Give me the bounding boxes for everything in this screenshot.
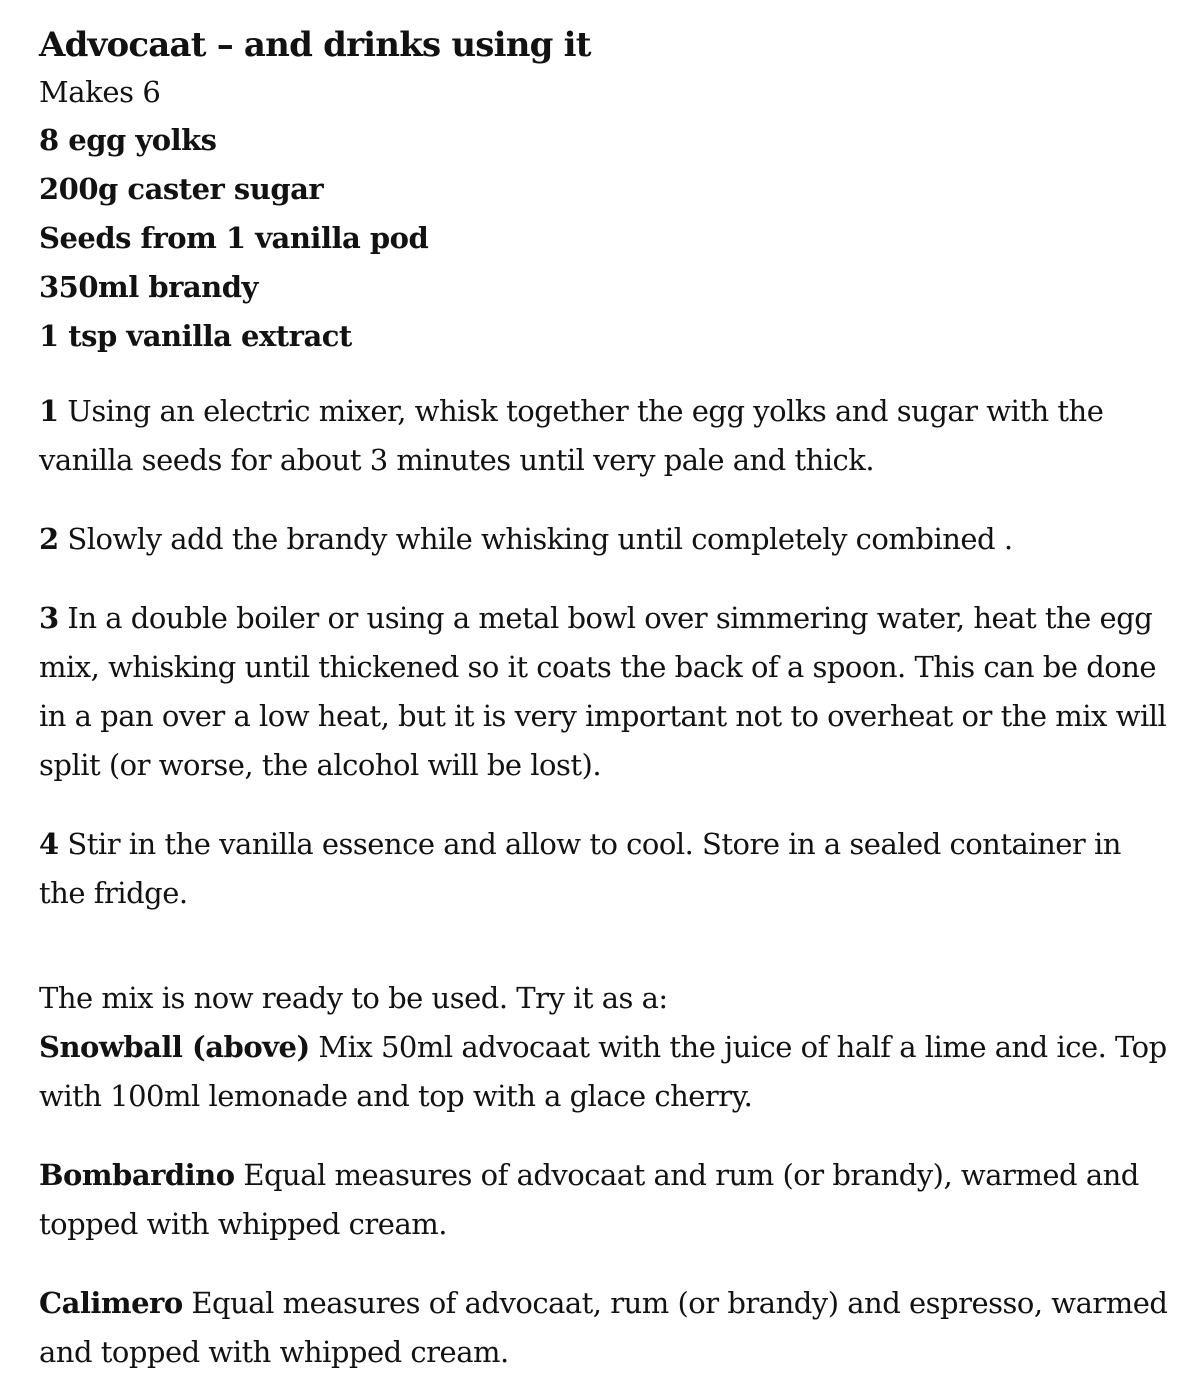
method-step [39,820,1168,918]
ingredient-list [39,116,1168,361]
ingredient-item: 350ml brandy [39,270,258,304]
ingredient-item: 8 egg yolks [39,123,217,157]
drink-item [39,1151,1168,1249]
method-steps [39,387,1168,918]
recipe-yield: Makes 6 [39,75,161,109]
step-text: Using an electric mixer, whisk together the egg yolks and sugar with the vanilla seeds for about 3 minutes until very pale and thick. [39,394,1104,477]
step-number: 1 [39,394,59,428]
drinks-intro: The mix is now ready to be used. Try it as a: [39,981,668,1015]
ingredient-item: 1 tsp vanilla extract [39,319,352,353]
drink-description: Equal measures of advocaat, rum (or brandy) and espresso, warmed and topped with whipped cream. [39,1286,1168,1369]
method-step [39,387,1168,485]
method-step [39,594,1168,790]
drink-name: Bombardino [39,1158,235,1192]
ingredient-item: Seeds from 1 vanilla pod [39,221,429,255]
step-text: Slowly add the brandy while whisking until completely combined . [67,522,1013,556]
drink-description: Equal measures of advocaat and rum (or brandy), warmed and topped with whipped cream. [39,1158,1139,1241]
drink-item [39,1279,1168,1377]
step-number: 4 [39,827,59,861]
drink-item [39,1023,1168,1121]
step-text: In a double boiler or using a metal bowl over simmering water, heat the egg mix, whisking until thickened so it coats the back of a spoon. This can be done in a pan over a low heat, but it is very important not to overheat or the mix will split (or worse, the alcohol will be lost). [39,601,1167,782]
drink-name: Snowball (above) [39,1030,310,1064]
step-text: Stir in the vanilla essence and allow to cool. Store in a sealed container in the fridge. [39,827,1121,910]
drink-list [39,1023,1168,1377]
step-number: 2 [39,522,59,556]
method-step [39,515,1168,564]
drink-name: Calimero [39,1286,183,1320]
step-number: 3 [39,601,59,635]
drink-description: Mix 50ml advocaat with the juice of half a lime and ice. Top with 100ml lemonade and top with a glace cherry. [39,1030,1167,1113]
recipe-title: Advocaat – and drinks using it [39,25,591,65]
ingredient-item: 200g caster sugar [39,172,324,206]
